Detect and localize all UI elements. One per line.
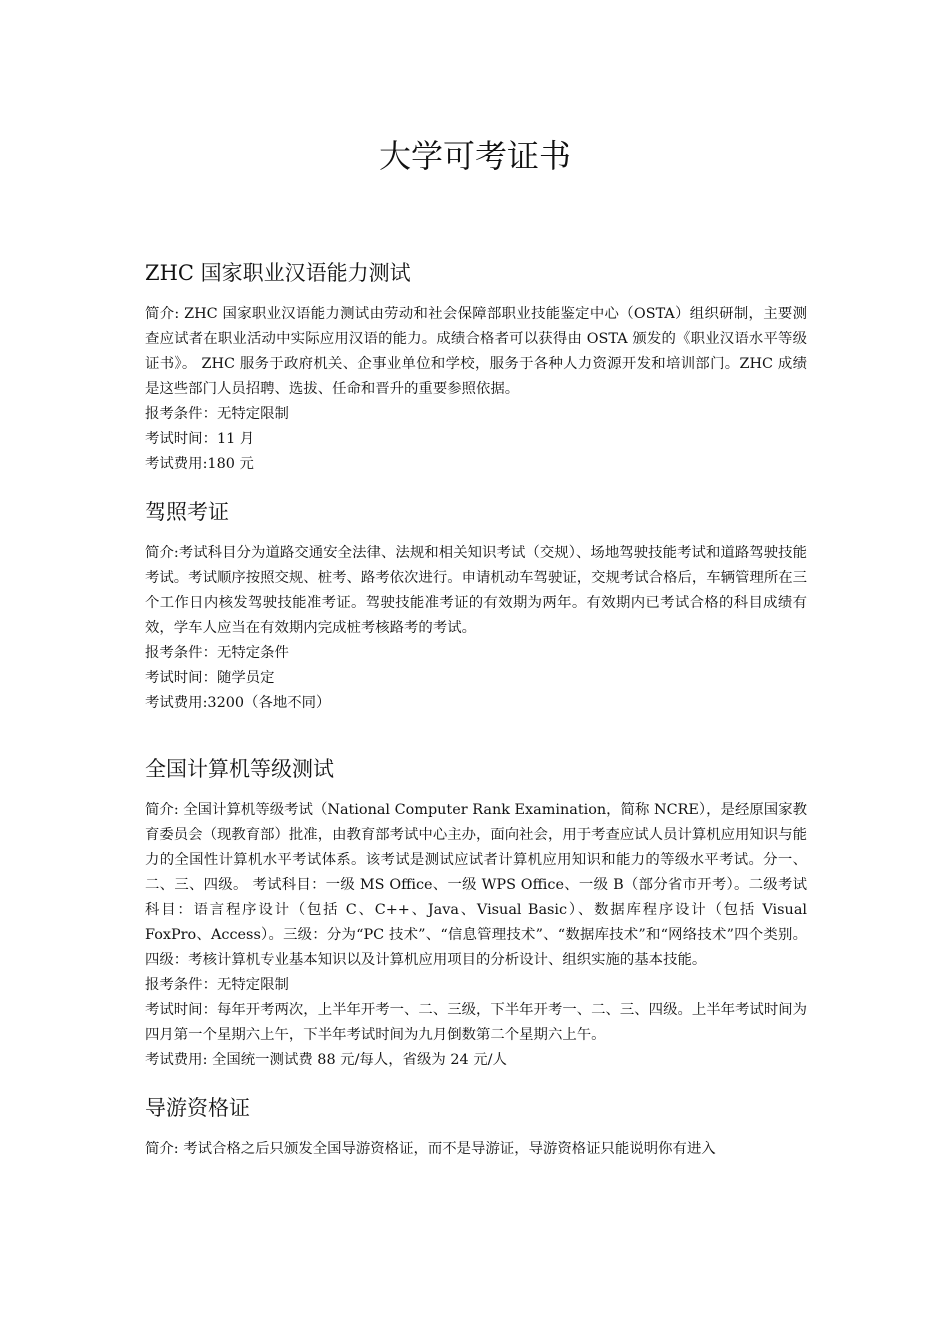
section-intro: 简介:考试科目分为道路交通安全法律、法规和相关知识考试（交规）、场地驾驶技能考试和道路驾驶技能考试。考试顺序按照交规、桩考、路考依次进行。申请机动车驾驶证，交规考试合格后，车辆管理所在三个工作日内核发驾驶技能准考证。驾驶技能准考证的有效期为两年。有效期内已考试合格的科目成绩有效，学车人应当在有效期内完成桩考核路考的考试。 xyxy=(145,545,807,636)
section-heading: 导游资格证 xyxy=(145,1096,250,1120)
section-requirement: 报考条件：无特定限制 xyxy=(145,406,289,422)
document-content xyxy=(145,258,807,1182)
section-tour-guide xyxy=(145,1093,807,1162)
section-intro: 简介: 考试合格之后只颁发全国导游资格证，而不是导游证，导游资格证只能说明你有进入 xyxy=(145,1141,716,1157)
section-ncre xyxy=(145,754,807,1073)
section-fee: 考试费用:3200（各地不同） xyxy=(145,695,331,711)
section-exam-time: 考试时间：随学员定 xyxy=(145,670,275,686)
section-driving-license xyxy=(145,497,807,716)
section-fee: 考试费用: 全国统一测试费 88 元/每人，省级为 24 元/人 xyxy=(145,1052,507,1068)
section-heading: 全国计算机等级测试 xyxy=(145,757,334,781)
section-intro: 简介: 全国计算机等级考试（National Computer Rank Examination，简称 NCRE），是经原国家教育委员会（现教育部）批准，由教育部考试中心主办，面向社会，用于考查应试人员计算机应用知识与能力的全国性计算机水平考试体系。该考试是测试应试者计算机应用知识和能力的等级水平考试。分一、二、三、四级。 考试科目：一级 MS Office、一级 WPS Office、一级 B（部分省市开考）。二级考试科目：语言程序设计（包括 C、C++、Java、Visual Basic）、数据库程序设计（包括 Visual FoxPro、Access）。三级：分为“PC 技术”、“信息管理技术”、“数据库技术”和“网络技术”四个类别。四级：考核计算机专业基本知识以及计算机应用项目的分析设计、组织实施的基本技能。 xyxy=(145,802,807,968)
document-title: 大学可考证书 xyxy=(378,137,571,175)
section-fee: 考试费用:180 元 xyxy=(145,456,254,472)
section-exam-time: 考试时间：11 月 xyxy=(145,431,255,447)
section-zhc xyxy=(145,258,807,477)
section-heading: 驾照考证 xyxy=(145,500,229,524)
section-heading: ZHC 国家职业汉语能力测试 xyxy=(145,261,411,285)
section-exam-time: 考试时间：每年开考两次，上半年开考一、二、三级，下半年开考一、二、三、四级。上半年考试时间为四月第一个星期六上午，下半年考试时间为九月倒数第二个星期六上午。 xyxy=(145,1002,807,1043)
section-intro: 简介: ZHC 国家职业汉语能力测试由劳动和社会保障部职业技能鉴定中心（OSTA）组织研制，主要测查应试者在职业活动中实际应用汉语的能力。成绩合格者可以获得由 OSTA 颁发的《职业汉语水平等级证书》。 ZHC 服务于政府机关、企事业单位和学校，服务于各种人力资源开发和培训部门。ZHC 成绩是这些部门人员招聘、选拔、任命和晋升的重要参照依据。 xyxy=(145,306,807,397)
section-requirement: 报考条件：无特定限制 xyxy=(145,977,289,993)
section-requirement: 报考条件：无特定条件 xyxy=(145,645,289,661)
